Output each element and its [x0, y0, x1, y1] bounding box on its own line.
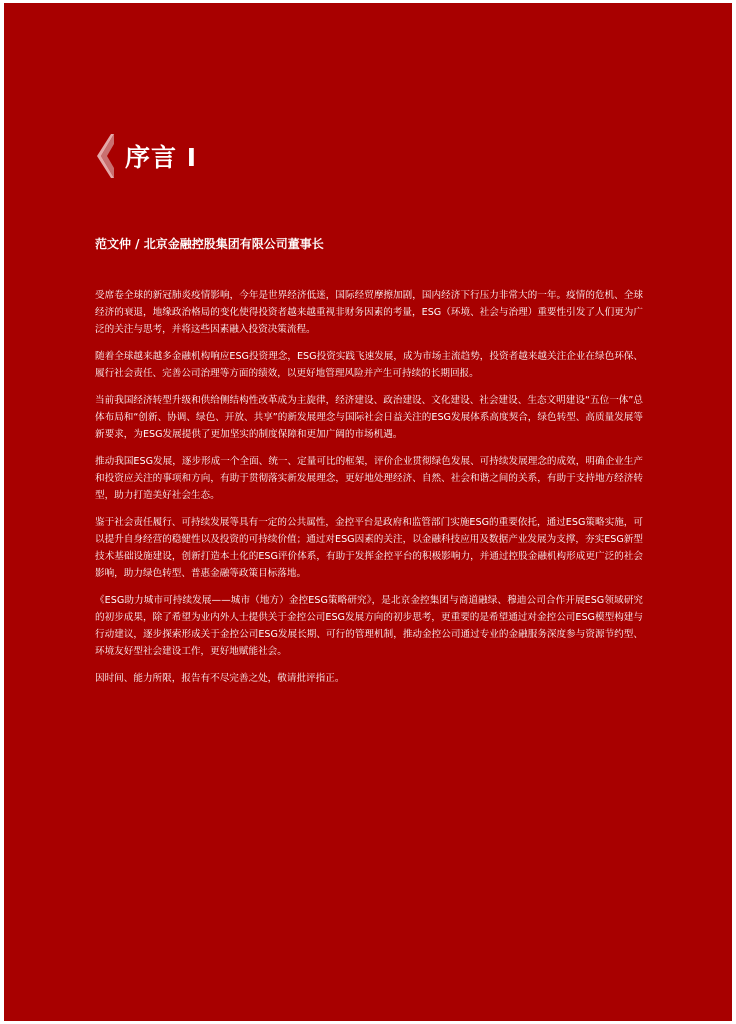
paragraph: 《ESG助力城市可持续发展——城市（地方）金控ESG策略研究》，是北京金控集团与商道融绿、穆迪公司合作开展ESG领域研究的初步成果，除了希望为业内外人士提供关于金控公司ESG发展方向的初步思考，更重要的是希望通过对金控公司ESG模型构建与行动建议，逐步探索形成关于金控公司ESG发展长期、可行的管理机制，推动金控公司通过专业的金融服务深度参与资源节约型、环境友好型社会建设工作，更好地赋能社会。 — [95, 595, 643, 657]
paragraph: 随着全球越来越多金融机构响应ESG投资理念，ESG投资实践飞速发展，成为市场主流趋势，投资者越来越关注企业在绿色环保、履行社会责任、完善公司治理等方面的绩效，以更好地管理风险并产生可持续的长期回报。 — [95, 351, 643, 379]
section-heading — [97, 134, 197, 178]
preface-page — [4, 3, 732, 1021]
paragraph: 推动我国ESG发展，逐步形成一个全面、统一、定量可比的框架，评价企业贯彻绿色发展、可持续发展理念的成效，明确企业生产和投资应关注的事项和方向，有助于贯彻落实新发展理念，更好地处理经济、自然、社会和谐之间的关系，有助于支持地方经济转型，助力打造美好社会生态。 — [95, 456, 643, 501]
preface-body — [95, 287, 643, 697]
author-byline: 范文仲 / 北京金融控股集团有限公司董事长 — [95, 237, 324, 251]
paragraph: 当前我国经济转型升级和供给侧结构性改革成为主旋律，经济建设、政治建设、文化建设、社会建设、生态文明建设“五位一体”总体布局和“创新、协调、绿色、开放、共享”的新发展理念与国际社会日益关注的ESG发展体系高度契合，绿色转型、高质量发展等新要求，为ESG发展提供了更加坚实的制度保障和更加广阔的市场机遇。 — [95, 395, 643, 440]
paragraph: 因时间、能力所限，报告有不尽完善之处，敬请批评指正。 — [95, 673, 345, 684]
section-title: 序言 I — [125, 143, 198, 172]
chevron-left-icon — [97, 134, 115, 178]
paragraph: 受席卷全球的新冠肺炎疫情影响，今年是世界经济低迷，国际经贸摩擦加剧，国内经济下行压力非常大的一年。疫情的危机、全球经济的衰退，地缘政治格局的变化使得投资者越来越重视非财务因素的考量，ESG（环境、社会与治理）重要性引发了人们更为广泛的关注与思考，并将这些因素融入投资决策流程。 — [95, 290, 643, 335]
paragraph: 鉴于社会责任履行、可持续发展等具有一定的公共属性，金控平台是政府和监管部门实施ESG的重要依托，通过ESG策略实施，可以提升自身经营的稳健性以及投资的可持续价值；通过对ESG因素的关注，以金融科技应用及数据产业发展为支撑，夯实ESG新型技术基础设施建设，创新打造本土化的ESG评价体系，有助于发挥金控平台的积极影响力，并通过控股金融机构形成更广泛的社会影响，助力绿色转型、普惠金融等政策目标落地。 — [95, 517, 643, 579]
